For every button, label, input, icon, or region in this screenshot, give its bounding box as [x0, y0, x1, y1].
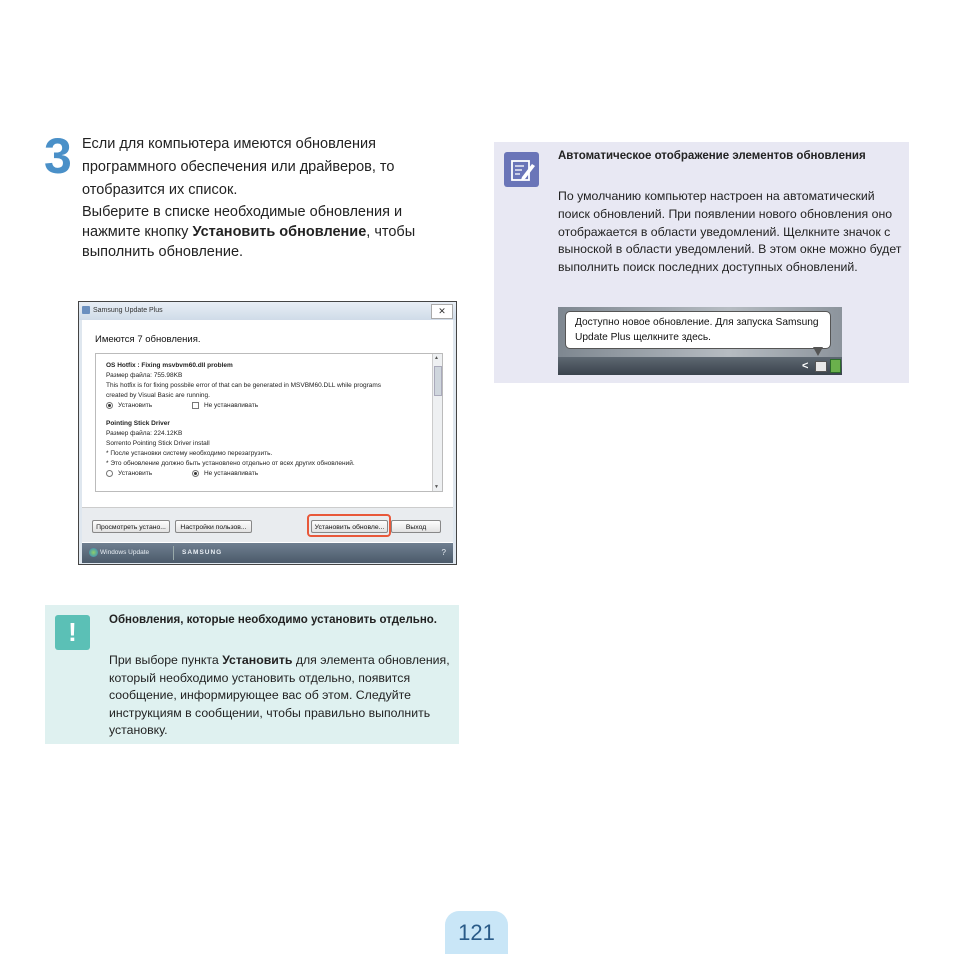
windows-orb-icon: [89, 548, 98, 557]
windows-update-link[interactable]: Windows Update: [100, 549, 150, 556]
window-title: Samsung Update Plus: [93, 307, 163, 314]
note-title: Автоматическое отображение элементов обновления: [558, 150, 866, 162]
window-titlebar: [79, 302, 456, 320]
note-box: [494, 142, 909, 383]
install-update-button[interactable]: Установить обновле...: [311, 520, 388, 533]
caution-text: При выборе пункта Установить для элемента обновления, который необходимо установить отдельно, появится сообщение, информирующее вас об этом. Следуйте инструкциям в сообщении, чтобы правильно выполнить установку.: [109, 653, 450, 737]
exit-button[interactable]: Выход: [391, 520, 441, 533]
update-description: This hotfix is for fixing possbile error of that can be generated in MSVBM60.DLL while programs: [106, 382, 382, 389]
skip-option-label: Не устанавливать: [203, 402, 259, 409]
install-radio[interactable]: [106, 470, 113, 477]
page-number-tab: [445, 911, 508, 954]
caution-title: Обновления, которые необходимо установить отдельно.: [109, 614, 437, 626]
install-update-reference: Установить обновление: [192, 224, 367, 240]
update-notification-balloon[interactable]: [565, 311, 831, 349]
help-icon[interactable]: ?: [441, 548, 446, 557]
update-window-screenshot: [78, 301, 457, 565]
update-description: Sorrento Pointing Stick Driver install: [106, 440, 210, 447]
update-options: [106, 401, 428, 411]
install-option-reference: Установить: [222, 653, 293, 667]
step-number: 3: [44, 128, 72, 184]
install-option-label: Установить: [118, 402, 153, 409]
update-description: created by Visual Basic are running.: [106, 392, 210, 399]
skip-radio[interactable]: [192, 470, 199, 477]
step-line: Если для компьютера имеются обновления: [82, 136, 376, 152]
skip-checkbox[interactable]: [192, 402, 199, 409]
samsung-logo: SAMSUNG: [182, 549, 223, 556]
app-icon: [82, 306, 90, 314]
update-size: Размер файла: 755.98KB: [106, 372, 183, 379]
exclamation-icon: !: [55, 615, 90, 650]
update-name: OS Hotfix : Fixing msvbvm60.dll problem: [106, 362, 233, 369]
tray-expand-icon[interactable]: <: [802, 360, 809, 372]
update-tray-icon[interactable]: [815, 361, 827, 372]
step-text-fragment: нажмите кнопку: [82, 224, 193, 240]
tray-app-icon[interactable]: [830, 359, 841, 373]
update-options: [106, 469, 428, 479]
window-footer: [82, 543, 453, 563]
scroll-down-icon[interactable]: ▼: [434, 484, 439, 490]
update-size: Размер файла: 224.12KB: [106, 430, 183, 437]
step-line: [82, 222, 462, 242]
balloon-line: Доступно новое обновление. Для запуска Samsung: [575, 317, 819, 328]
skip-option-label: Не устанавливать: [203, 470, 259, 477]
note-text: По умолчанию компьютер настроен на автоматический поиск обновлений. При появлении нового обновления оно отображается в области уведомлений. Щелкните значок с выноской в области уведомлений. В этом окне можно будет выполнить поиск последних доступных обновлений.: [558, 189, 902, 275]
close-icon[interactable]: ✕: [431, 304, 453, 319]
install-option-label: Установить: [118, 470, 153, 477]
updates-list[interactable]: [95, 353, 443, 492]
window-button-row: [82, 507, 453, 542]
update-name: Pointing Stick Driver: [106, 420, 170, 427]
step-line: отобразится их список.: [82, 182, 238, 198]
list-scrollbar[interactable]: [432, 354, 442, 491]
updates-count-heading: Имеются 7 обновления.: [95, 334, 201, 345]
notification-area-screenshot: [558, 307, 842, 375]
scroll-up-icon[interactable]: ▲: [434, 355, 439, 361]
window-body: [82, 320, 453, 544]
view-installed-button[interactable]: Просмотреть устано...: [92, 520, 170, 533]
step-line: программного обеспечения или драйверов, то: [82, 159, 395, 175]
scroll-thumb[interactable]: [434, 366, 442, 396]
step-text-fragment: , чтобы: [366, 224, 416, 240]
taskbar: [558, 357, 842, 375]
pencil-note-icon: [504, 152, 539, 187]
update-description: * После установки систему необходимо перезагрузить.: [106, 450, 273, 457]
user-settings-button[interactable]: Настройки пользов...: [175, 520, 252, 533]
page-number: 121: [458, 920, 495, 945]
step-instructions: [82, 133, 462, 262]
balloon-line: Update Plus щелкните здесь.: [575, 332, 711, 343]
update-description: * Это обновление должно быть установлено отдельно от всех других обновлений.: [106, 460, 355, 467]
step-line: выполнить обновление.: [82, 244, 244, 260]
step-line: Выберите в списке необходимые обновления и: [82, 204, 403, 220]
caution-box: [45, 605, 459, 744]
install-radio[interactable]: [106, 402, 113, 409]
